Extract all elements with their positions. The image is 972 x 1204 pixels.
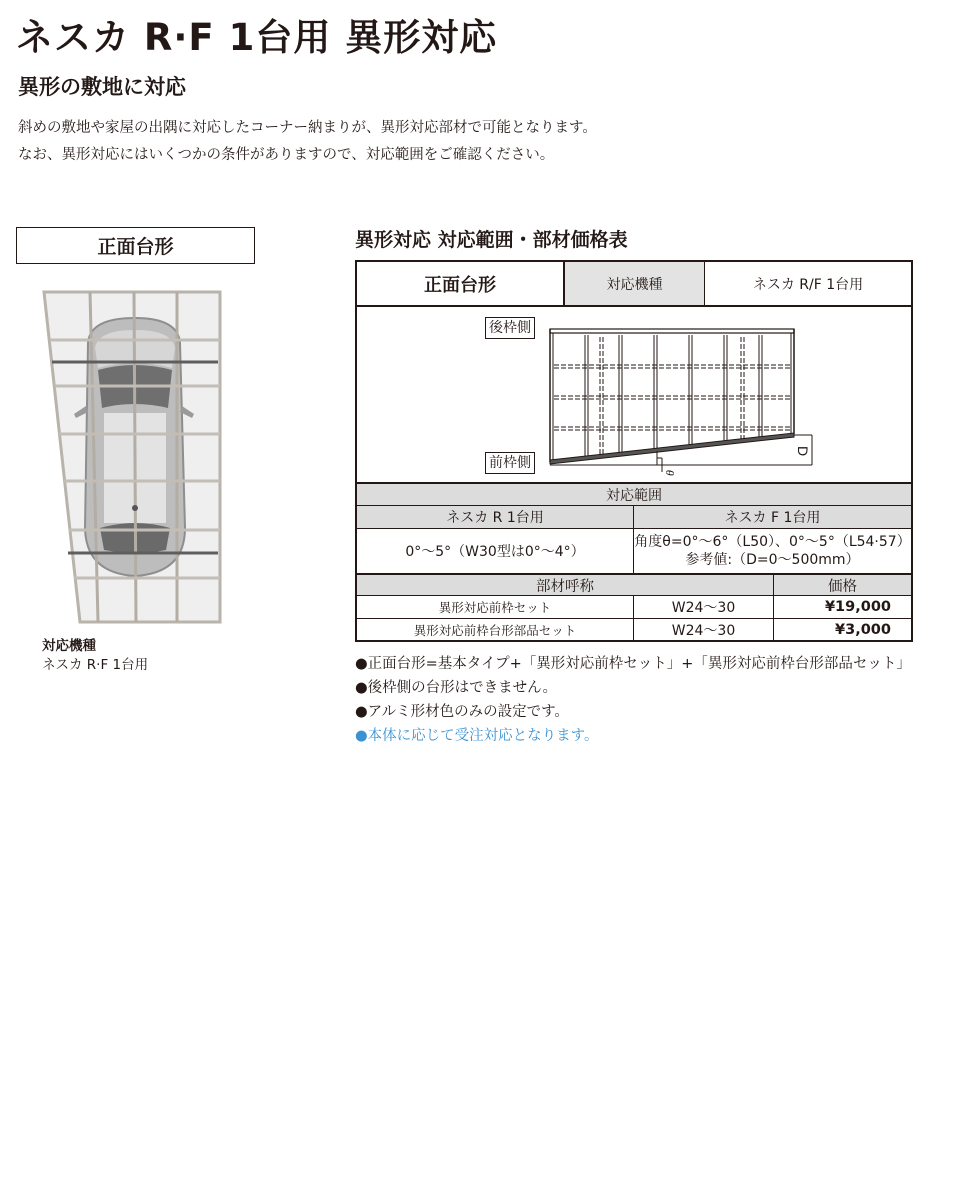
part-size: W24〜30 [634,596,774,618]
carport-top-view-image [40,288,235,628]
range-model-r: ネスカ R 1台用 [357,506,634,528]
compat-heading: 対応機種 [42,638,96,654]
parts-head-row [357,574,911,596]
description [18,115,597,169]
part-price: ¥3,000 [835,621,891,638]
note-item: ●後枠側の台形はできません。 [355,680,558,696]
section-title: 異形対応 対応範囲・部材価格表 [355,229,628,251]
range-value-f-line2: 参考値:（D=0〜500mm） [685,552,860,568]
model-label-cell: 対応機種 [565,262,705,305]
range-heading-row: 対応範囲 [357,484,911,506]
range-model-f: ネスカ F 1台用 [724,510,821,526]
part-name: 異形対応前枠セット [357,596,634,618]
page-title: ネスカ R·F 1台用 異形対応 [16,16,498,59]
front-frame-label: 前枠側 [485,452,535,474]
part-price: ¥19,000 [824,599,891,615]
compatible-models [42,637,148,675]
range-value-r: 0°〜5°（W30型は0°〜4°） [357,529,634,573]
range-value-f [634,529,911,573]
page-subtitle: 異形の敷地に対応 [18,75,186,99]
trapezoid-diagram [357,307,911,484]
part-name: 異形対応前枠台形部品セット [357,619,634,640]
parts-name-heading: 部材呼称 [357,575,774,595]
description-line-1: 斜めの敷地や家屋の出隅に対応したコーナー納まりが、異形対応部材で可能となります。 [18,120,597,136]
note-item-highlight: ●本体に応じて受注対応となります。 [355,728,599,744]
description-line-2: なお、異形対応にはいくつかの条件がありますので、対応範囲をご確認ください。 [18,147,555,163]
rear-frame-label: 後枠側 [485,317,535,339]
range-models-row [357,506,911,529]
note-item: ●アルミ形材色のみの設定です。 [355,704,569,720]
dim-d-label: D [795,446,811,457]
table-head-row [357,262,911,307]
range-value-f-line1: 角度θ=0°〜6°（L50）、0°〜5°（L54·57） [634,534,911,550]
shape-label-box: 正面台形 [16,227,255,264]
note-item: ●正面台形=基本タイプ+「異形対応前枠セット」+「異形対応前枠台形部品セット」 [355,656,911,672]
model-value-cell: ネスカ R/F 1台用 [752,276,864,293]
trapezoid-plan-icon [357,307,910,482]
part-size: W24〜30 [634,619,774,640]
range-values-row [357,529,911,574]
carport-illustration-icon [40,288,235,628]
dim-theta-label: θ [663,470,677,476]
notes-list [355,652,911,748]
range-price-table [355,260,913,642]
parts-price-heading: 価格 [828,578,857,595]
table-row [357,618,911,640]
table-row [357,596,911,618]
compat-value: ネスカ R·F 1台用 [42,657,149,673]
shape-type-cell: 正面台形 [357,262,565,305]
